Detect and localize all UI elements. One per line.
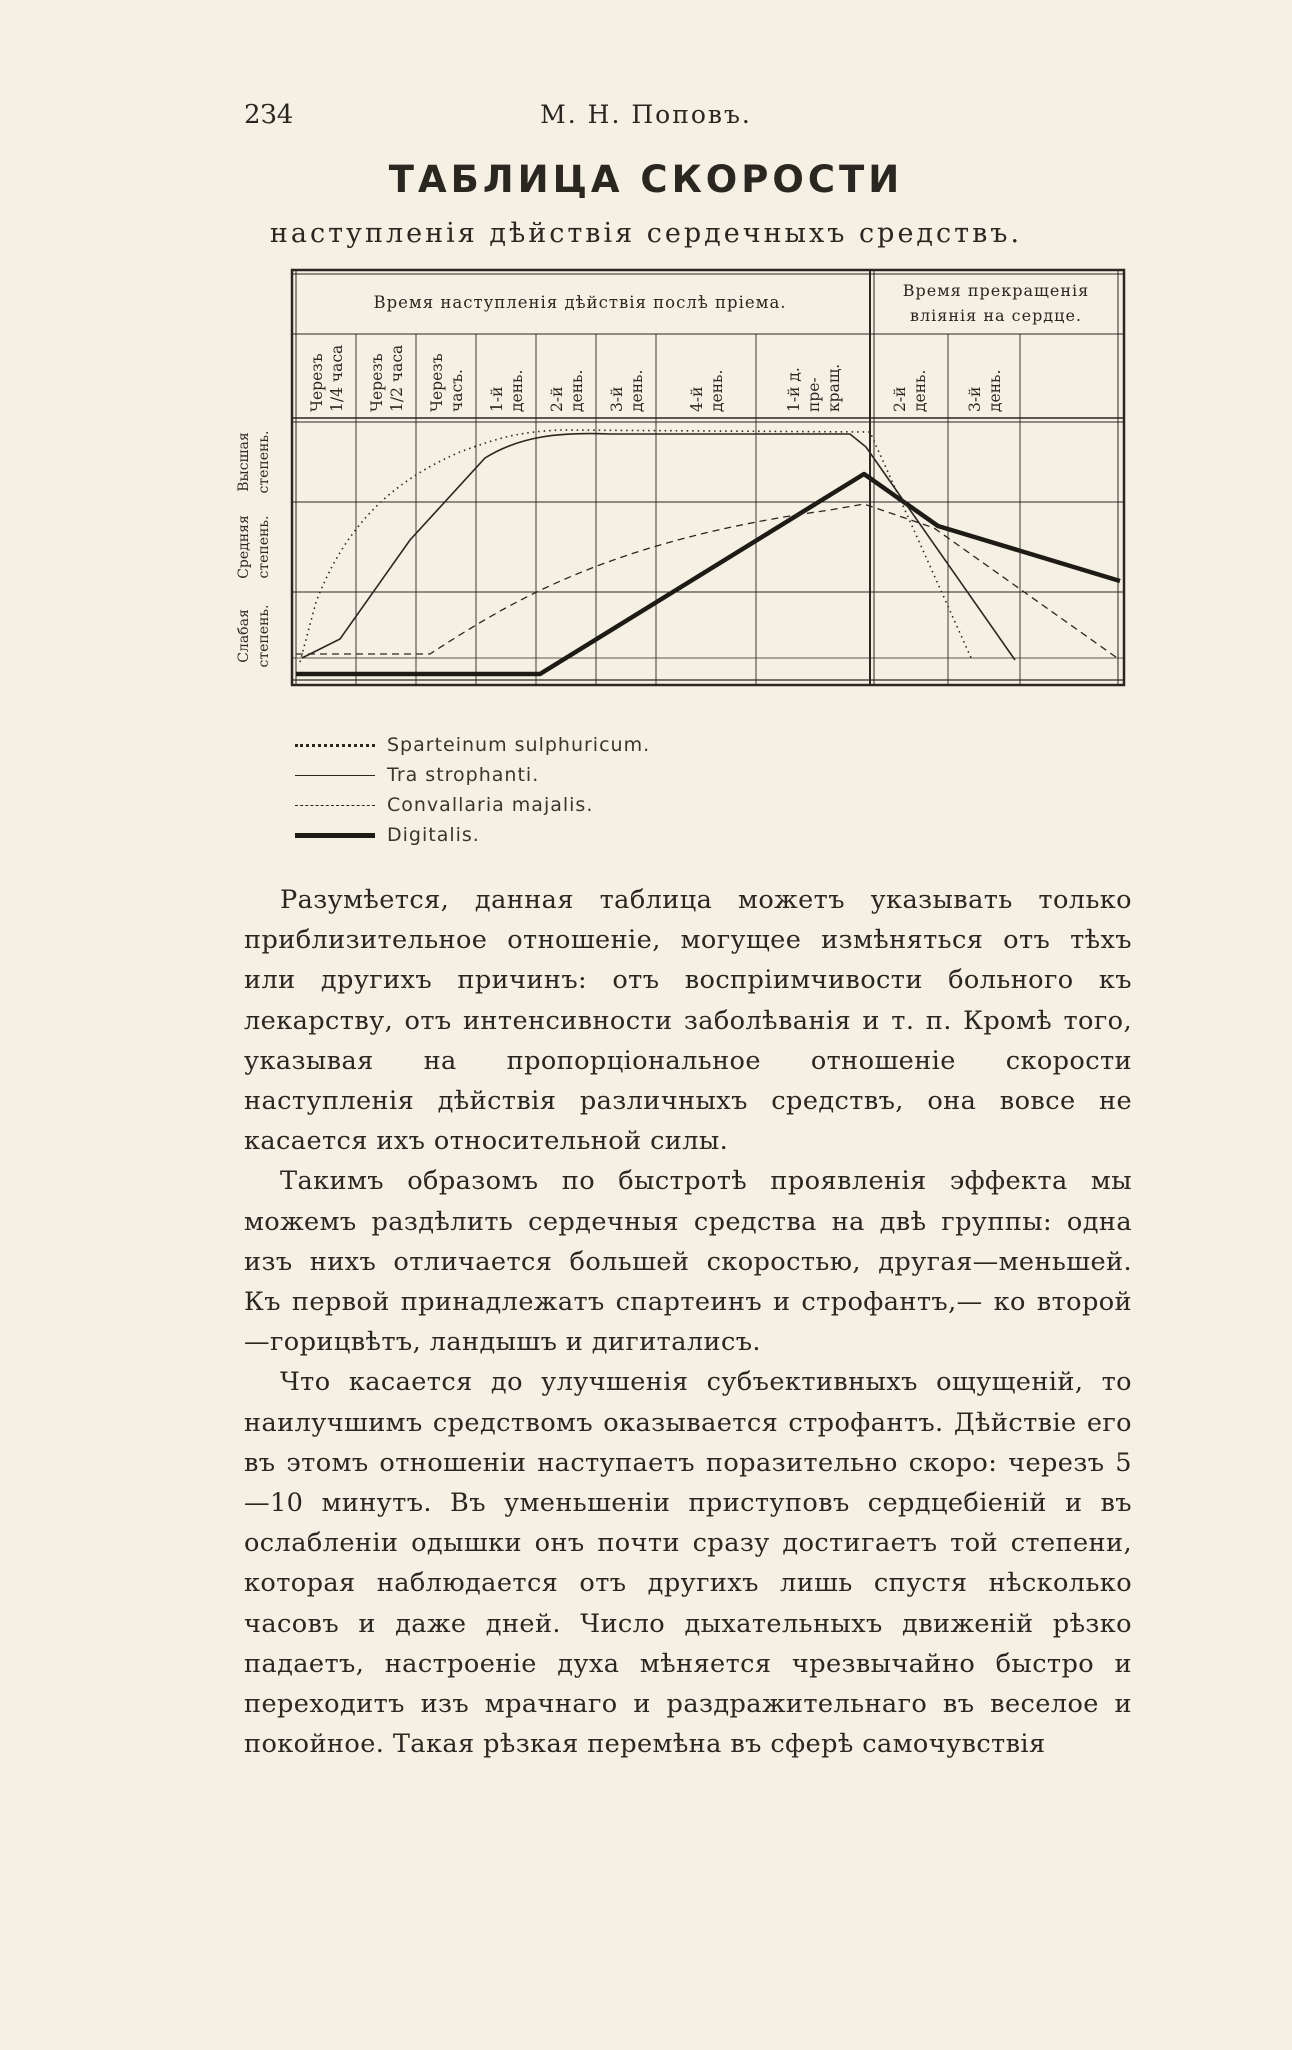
convallaria-curve bbox=[296, 504, 1120, 660]
page-title: ТАБЛИЦА СКОРОСТИ bbox=[388, 158, 904, 201]
column-label: часъ. bbox=[448, 369, 466, 412]
running-head-author: М. Н. Поповъ. bbox=[540, 100, 752, 129]
column-label: Черезъ bbox=[428, 353, 446, 412]
legend-item-convallaria bbox=[295, 790, 650, 820]
column-label: 1-й bbox=[488, 386, 506, 412]
speed-table-chart bbox=[230, 262, 1140, 707]
digitalis-curve bbox=[296, 474, 1120, 674]
column-label: 3-й bbox=[966, 386, 984, 412]
legend-swatch-thick bbox=[295, 833, 375, 838]
column-label: пре- bbox=[805, 377, 823, 412]
body-text bbox=[244, 880, 1132, 1764]
legend-label: Convallaria majalis. bbox=[387, 794, 594, 816]
cessation-header-line2: вліянія на сердце. bbox=[910, 306, 1082, 325]
column-label: кращ. bbox=[825, 363, 843, 412]
row-label: Слабая bbox=[236, 609, 252, 663]
column-label: 1/4 часа bbox=[328, 344, 346, 412]
column-label: день. bbox=[568, 369, 586, 412]
column-label: день. bbox=[911, 369, 929, 412]
row-label: Высшая bbox=[236, 432, 252, 492]
column-label: 4-й bbox=[688, 386, 706, 412]
strophanthus-curve bbox=[302, 434, 1015, 660]
paragraph-2: Такимъ образомъ по быстротѣ проявленія эффекта мы можемъ раздѣлить сердечныя средства на двѣ группы: одна изъ нихъ отличается большей скоростью, другая—меньшей. Къ первой принадлежатъ спартеинъ и строфантъ,— ко второй—горицвѣтъ, ландышъ и дигиталисъ. bbox=[244, 1166, 1132, 1358]
column-label: день. bbox=[986, 369, 1004, 412]
row-label: степень. bbox=[256, 515, 272, 579]
legend-label: Digitalis. bbox=[387, 824, 480, 846]
legend-item-strophanthus bbox=[295, 760, 650, 790]
page-number: 2З4 bbox=[244, 100, 294, 130]
column-label: Черезъ bbox=[308, 353, 326, 412]
cessation-header-line1: Время прекращенія bbox=[902, 281, 1090, 300]
chart-legend bbox=[295, 730, 650, 850]
column-label: 2-й bbox=[891, 386, 909, 412]
table-frame bbox=[292, 270, 1124, 685]
legend-item-digitalis bbox=[295, 820, 650, 850]
row-label: степень. bbox=[256, 430, 272, 494]
column-label: день. bbox=[708, 369, 726, 412]
paragraph-1: Разумѣется, данная таблица можетъ указывать только приблизительное отношеніе, могущее измѣняться отъ тѣхъ или другихъ причинъ: отъ воспріимчивости больного къ лекарству, отъ интенсивности заболѣванія и т. п. Кромѣ того, указывая на пропорціональное отношеніе скорости наступленія дѣйствія различныхъ средствъ, она вовсе не касается ихъ относительной силы. bbox=[244, 885, 1132, 1157]
column-label: 3-й bbox=[608, 386, 626, 412]
legend-label: Sparteinum sulphuricum. bbox=[387, 734, 651, 756]
column-label: Черезъ bbox=[368, 353, 386, 412]
paragraph-3: Что касается до улучшенія субъективныхъ ощущеній, то наилучшимъ средствомъ оказывается строфантъ. Дѣйствіе его въ этомъ отношеніи наступаетъ поразительно скоро: черезъ 5—10 минутъ. Въ уменьшеніи приступовъ сердцебіеній и въ ослабленіи одышки онъ почти сразу достигаетъ той степени, которая наблюдается отъ другихъ лишь спустя нѣсколько часовъ и даже дней. Число дыхательныхъ движеній рѣзко падаетъ, настроеніе духа мѣняется чрезвычайно быстро и переходитъ изъ мрачнаго и раздражительнаго въ веселое и покойное. Такая рѣзкая перемѣна въ сферѣ самочувствія bbox=[244, 1367, 1132, 1760]
legend-swatch-dotted bbox=[295, 744, 375, 747]
row-label: степень. bbox=[256, 604, 272, 668]
column-label: день. bbox=[508, 369, 526, 412]
column-label: день. bbox=[628, 369, 646, 412]
sparteine-curve bbox=[300, 430, 972, 662]
row-label: Средняя bbox=[236, 515, 252, 579]
legend-swatch-thin bbox=[295, 775, 375, 776]
running-header bbox=[0, 100, 1292, 140]
legend-label: Tra strophanti. bbox=[387, 764, 540, 786]
legend-item-sparteine bbox=[295, 730, 650, 760]
column-label: 1-й д. bbox=[785, 367, 803, 412]
column-label: 2-й bbox=[548, 386, 566, 412]
onset-header: Время наступленія дѣйствія послѣ пріема. bbox=[373, 293, 787, 312]
legend-swatch-dashed bbox=[295, 805, 375, 806]
page-subtitle: наступленія дѣйствія сердечныхъ средствъ. bbox=[269, 218, 1023, 249]
column-label: 1/2 часа bbox=[388, 344, 406, 412]
